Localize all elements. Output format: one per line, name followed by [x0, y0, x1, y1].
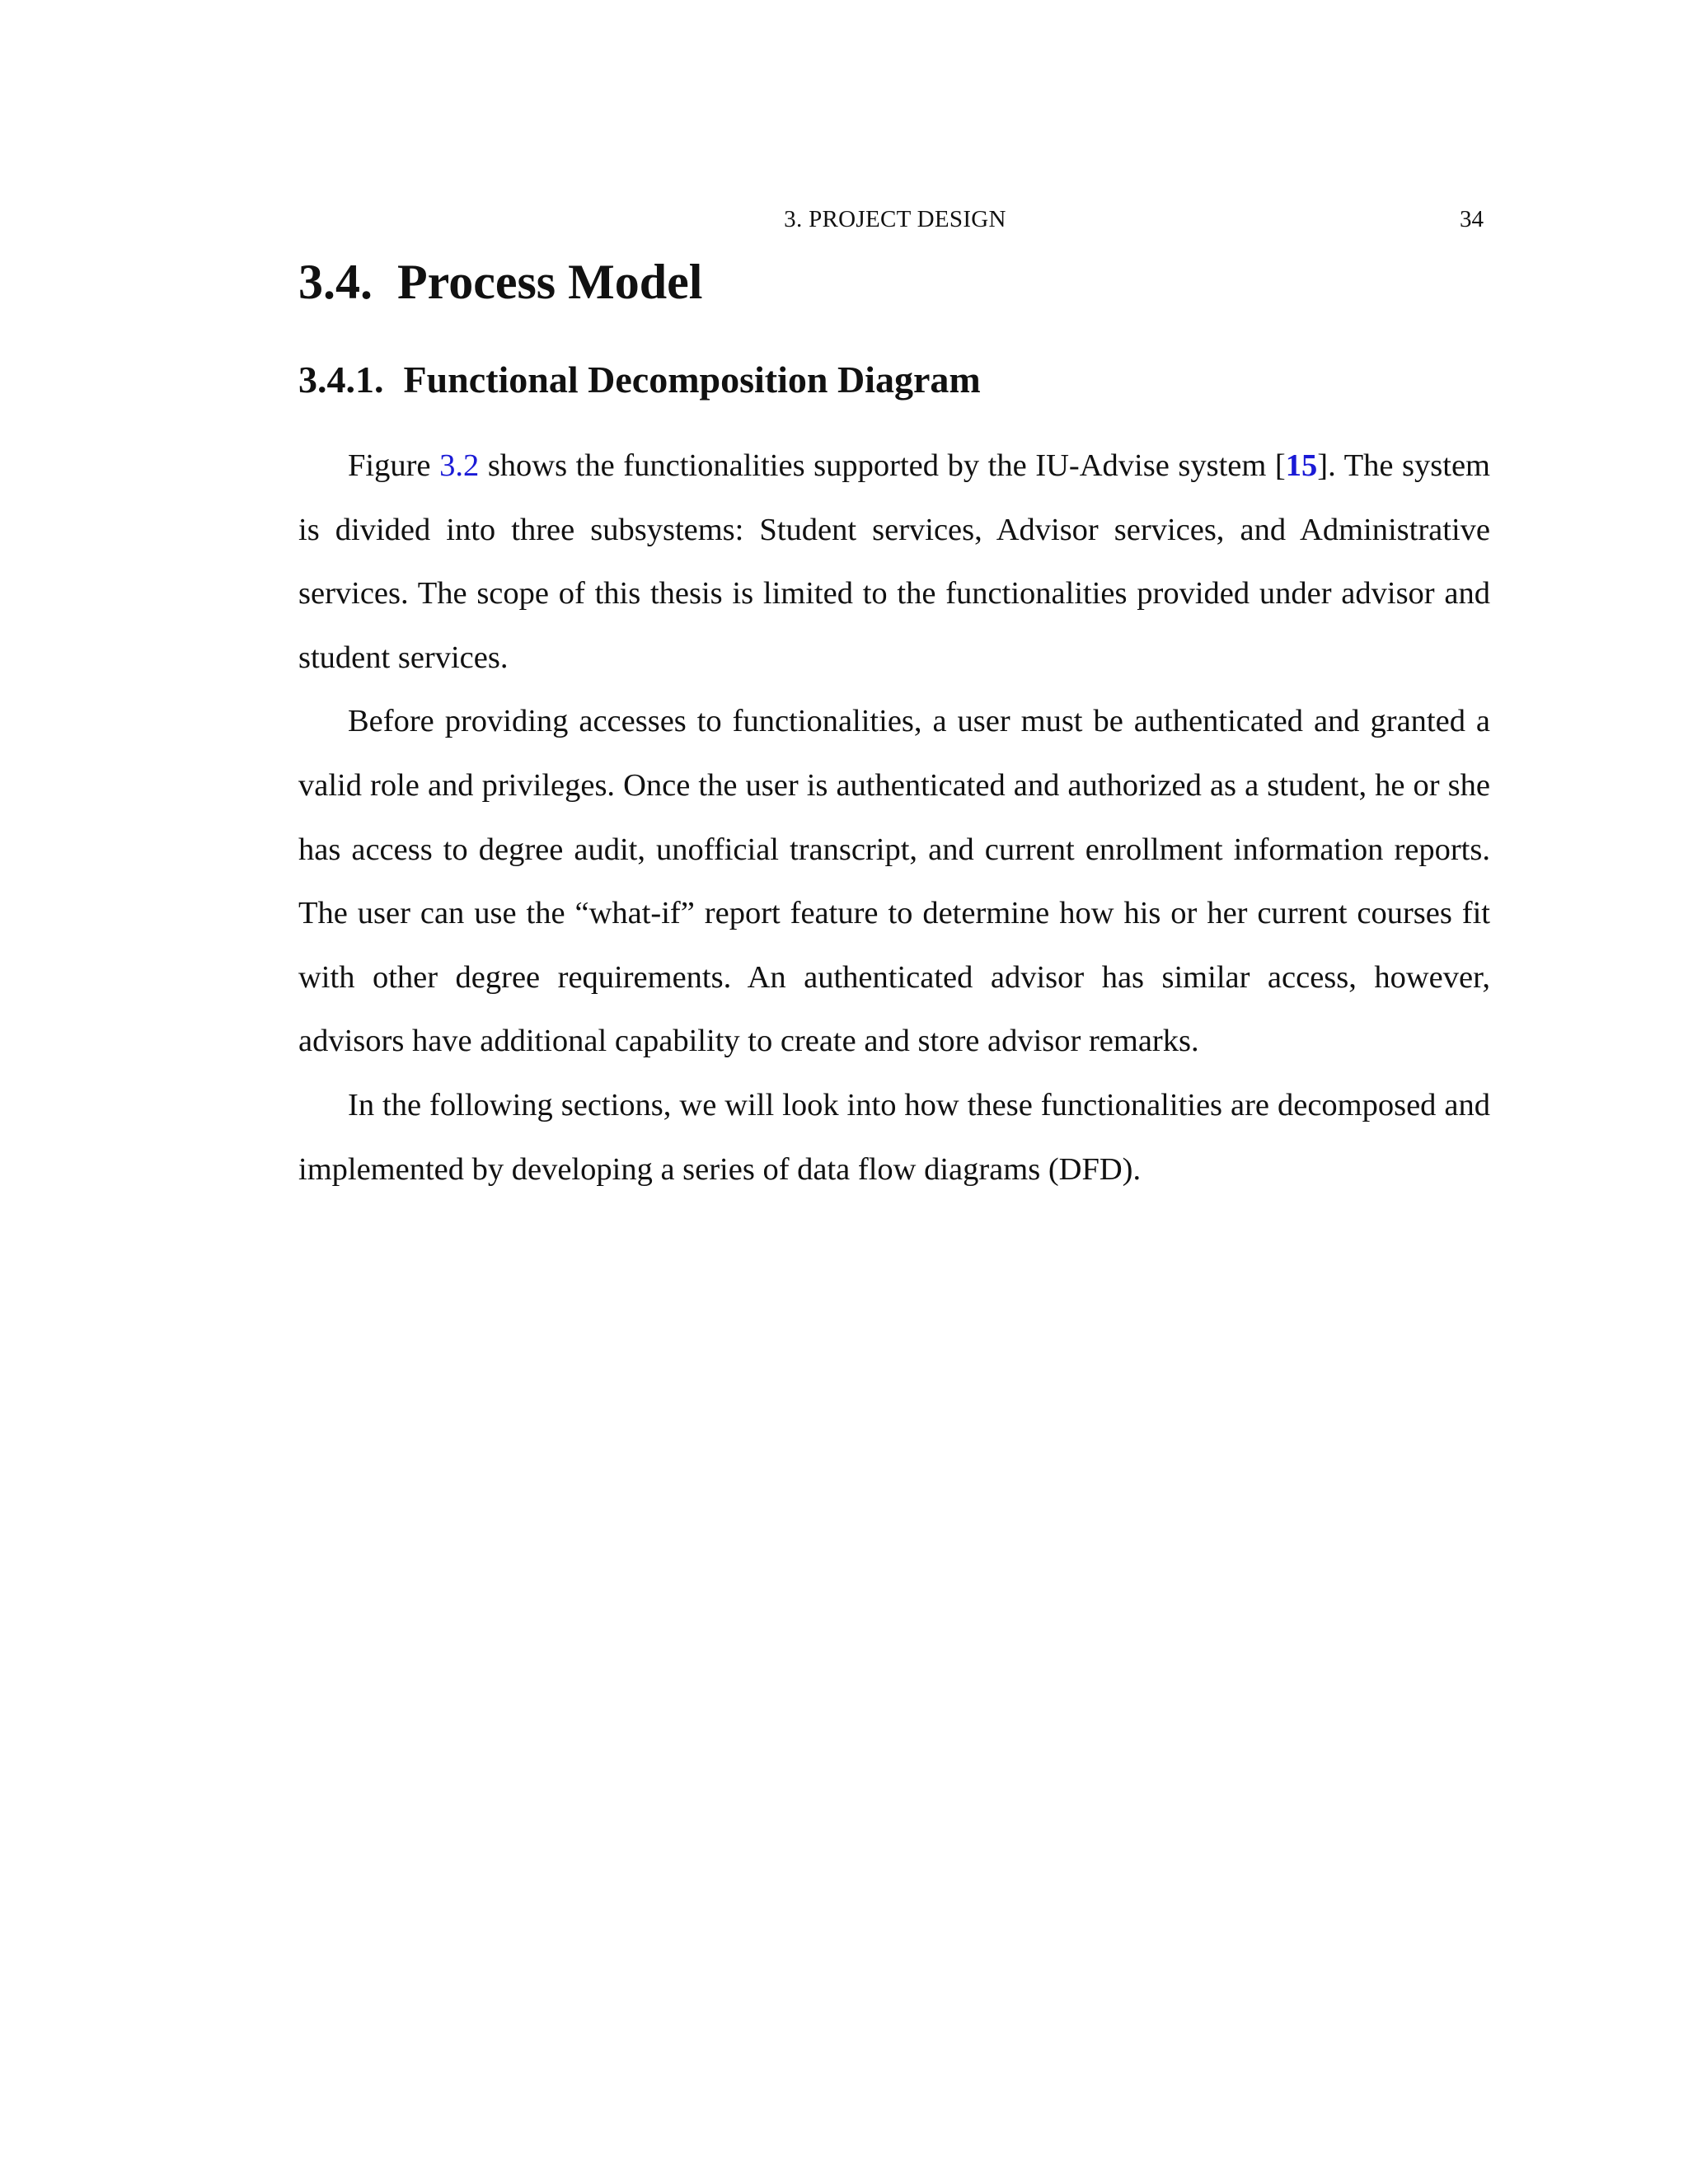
paragraph-1-rest: ]. The system is divided into three subsystems: Student services, Advisor services, and Administrative services. The scope of this thesis is limited to the functionalities provided under advisor and student services.	[298, 448, 1490, 675]
paragraph-2: Before providing accesses to functionalities, a user must be authenticated and granted a valid role and privileges. Once the user is authenticated and authorized as a student, he or she has access to degree audit, unofficial transcript, and current enrollment information reports. The user can use the “what-if” report feature to determine how his or her current courses fit with other degree requirements. An authenticated advisor has similar access, however, advisors have additional capability to create and store advisor remarks.	[298, 704, 1490, 1059]
paragraph-1-mid: shows the functionalities supported by the IU-Advise system [	[479, 448, 1286, 483]
subsection-number: 3.4.1.	[298, 359, 384, 401]
paragraph-3: In the following sections, we will look into how these functionalities are decomposed and implemented by developing a series of data flow diagrams (DFD).	[298, 1087, 1490, 1187]
section-number: 3.4.	[298, 255, 373, 309]
citation-link[interactable]: 15	[1285, 448, 1318, 483]
page-number: 34	[1460, 206, 1484, 232]
running-title: 3. PROJECT DESIGN	[784, 206, 1006, 232]
paragraph-1-intro: Figure	[348, 448, 440, 483]
paragraph-1	[298, 434, 1490, 690]
section-heading	[298, 249, 702, 315]
figure-reference-link[interactable]: 3.2	[439, 448, 480, 483]
body-text	[298, 434, 1490, 1202]
running-header	[298, 203, 1484, 236]
subsection-title: Functional Decomposition Diagram	[403, 359, 981, 401]
subsection-heading	[298, 354, 981, 405]
section-title: Process Model	[397, 255, 703, 309]
